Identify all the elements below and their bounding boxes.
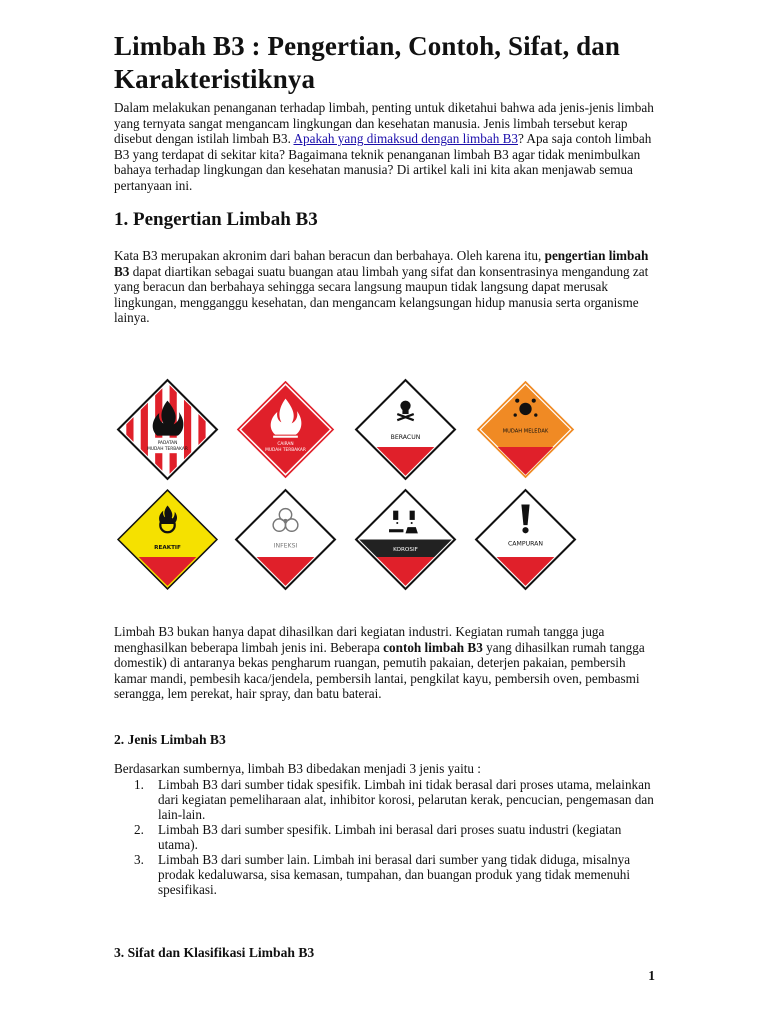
infectious-symbol [234,488,337,591]
flammable-solid-symbol [116,378,219,481]
page-title: Limbah B3 : Pengertian, Contoh, Sifat, dan Karakteristiknya [114,31,621,94]
examples-paragraph [114,624,659,702]
symbol-label: BERACUN [390,433,421,441]
reactive-symbol [116,488,219,591]
intro-paragraph [114,100,659,194]
list-item [114,852,659,897]
list-item-text: Limbah B3 dari sumber spesifik. Limbah ini berasal dari proses suatu industri (kegiatan utama). [158,822,622,852]
examples-text-rest: yang dihasilkan rumah tangga domestik) di antaranya bekas pengharum ruangan, pemutih pakaian, deterjen pakaian, pembersih kamar mandi, pembesih kaca/jendela, pembersih lantai, pengkilat kayu, pembersih oven, pembasmi serangga, lem perekat, hair spray, dan batu baterai. [114,639,645,702]
definition-link[interactable]: Apakah yang dimaksud dengan limbah B3 [293,131,518,147]
section-heading-1: 1. Pengertian Limbah B3 [114,209,318,230]
symbol-label: MUDAH TERBAKAR [265,448,306,454]
list-number: 2. [134,822,144,837]
intro-text-rest: ? Apa saja contoh limbah B3 yang terdapat di sekitar kita? Bagaimana teknik penanganan limbah B3 agar tidak menimbulkan bahaya terhadap lingkungan dan kesehatan manusia? Di artikel kali ini kita akan menjawab semua pertanyaan ini. [114,131,652,193]
list-item-text: Limbah B3 dari sumber lain. Limbah ini berasal dari sumber yang tidak diduga, misalnya prodak kedaluwarsa, sisa kemasan, tumpahan, dan buangan produk yang tidak memenuhi spesifikasi. [158,852,631,897]
list-item [114,822,659,852]
symbol-label: INFEKSI [273,542,298,550]
toxic-symbol [354,378,457,481]
mixture-symbol [474,488,577,591]
symbol-label: MUDAH TERBAKAR [147,447,188,453]
types-list [114,777,659,897]
explosive-symbol [474,378,577,481]
corrosive-symbol [354,488,457,591]
definition-paragraph [114,248,659,326]
intro-text: Dalam melakukan penanganan terhadap limbah, penting untuk diketahui bahwa ada jenis-jenis limbah yang ternyata sangat mengancam lingkungan dan kesehatan manusia. Jenis limbah tersebut kerap disebut dengan istilah limbah B3. [114,100,654,147]
symbol-label: REAKTIF [154,544,181,551]
section-heading-3: 3. Sifat dan Klasifikasi Limbah B3 [114,945,315,960]
definition-text-rest: dapat diartikan sebagai suatu buangan atau limbah yang sifat dan konsentrasinya mengandung zat yang beracun dan berbahaya sehingga secara langsung maupun tidak langsung dapat merusak lingkungan, mengganggu kesehatan, dan mengancam kelangsungan hidup manusia serta organisme lainya. [114,263,649,326]
types-intro: Berdasarkan sumbernya, limbah B3 dibedakan menjadi 3 jenis yaitu : [114,761,481,776]
section-heading-2: 2. Jenis Limbah B3 [114,732,226,747]
list-item-text: Limbah B3 dari sumber tidak spesifik. Limbah ini tidak berasal dari proses utama, melainkan dari kegiatan pemeliharaan alat, inhibitor korosi, pelarutan kerak, pencucian, pengemasan dan lain-lain. [158,777,654,822]
list-number: 3. [134,852,144,867]
examples-bold-term: contoh limbah B3 [383,639,483,655]
symbol-label: KOROSIF [393,546,418,553]
symbol-label-sub: PADATAN [157,440,178,446]
definition-bold-term: pengertian limbah B3 [114,248,649,279]
symbol-label: MUDAH MELEDAK [502,428,549,435]
hazard-symbols-figure [114,378,554,590]
flammable-liquid-symbol [234,378,337,481]
symbol-label: CAMPURAN [508,540,543,548]
symbol-label-sub: CAIRAN [277,441,294,447]
list-item [114,777,659,822]
definition-text: Kata B3 merupakan akronim dari bahan beracun dan berbahaya. Oleh karena itu, [114,248,545,263]
examples-text: Limbah B3 bukan hanya dapat dihasilkan dari kegiatan industri. Kegiatan rumah tangga juga menghasilkan beberapa limbah jenis ini. Beberapa [114,624,605,655]
list-number: 1. [134,777,144,792]
page-number: 1 [648,968,655,983]
